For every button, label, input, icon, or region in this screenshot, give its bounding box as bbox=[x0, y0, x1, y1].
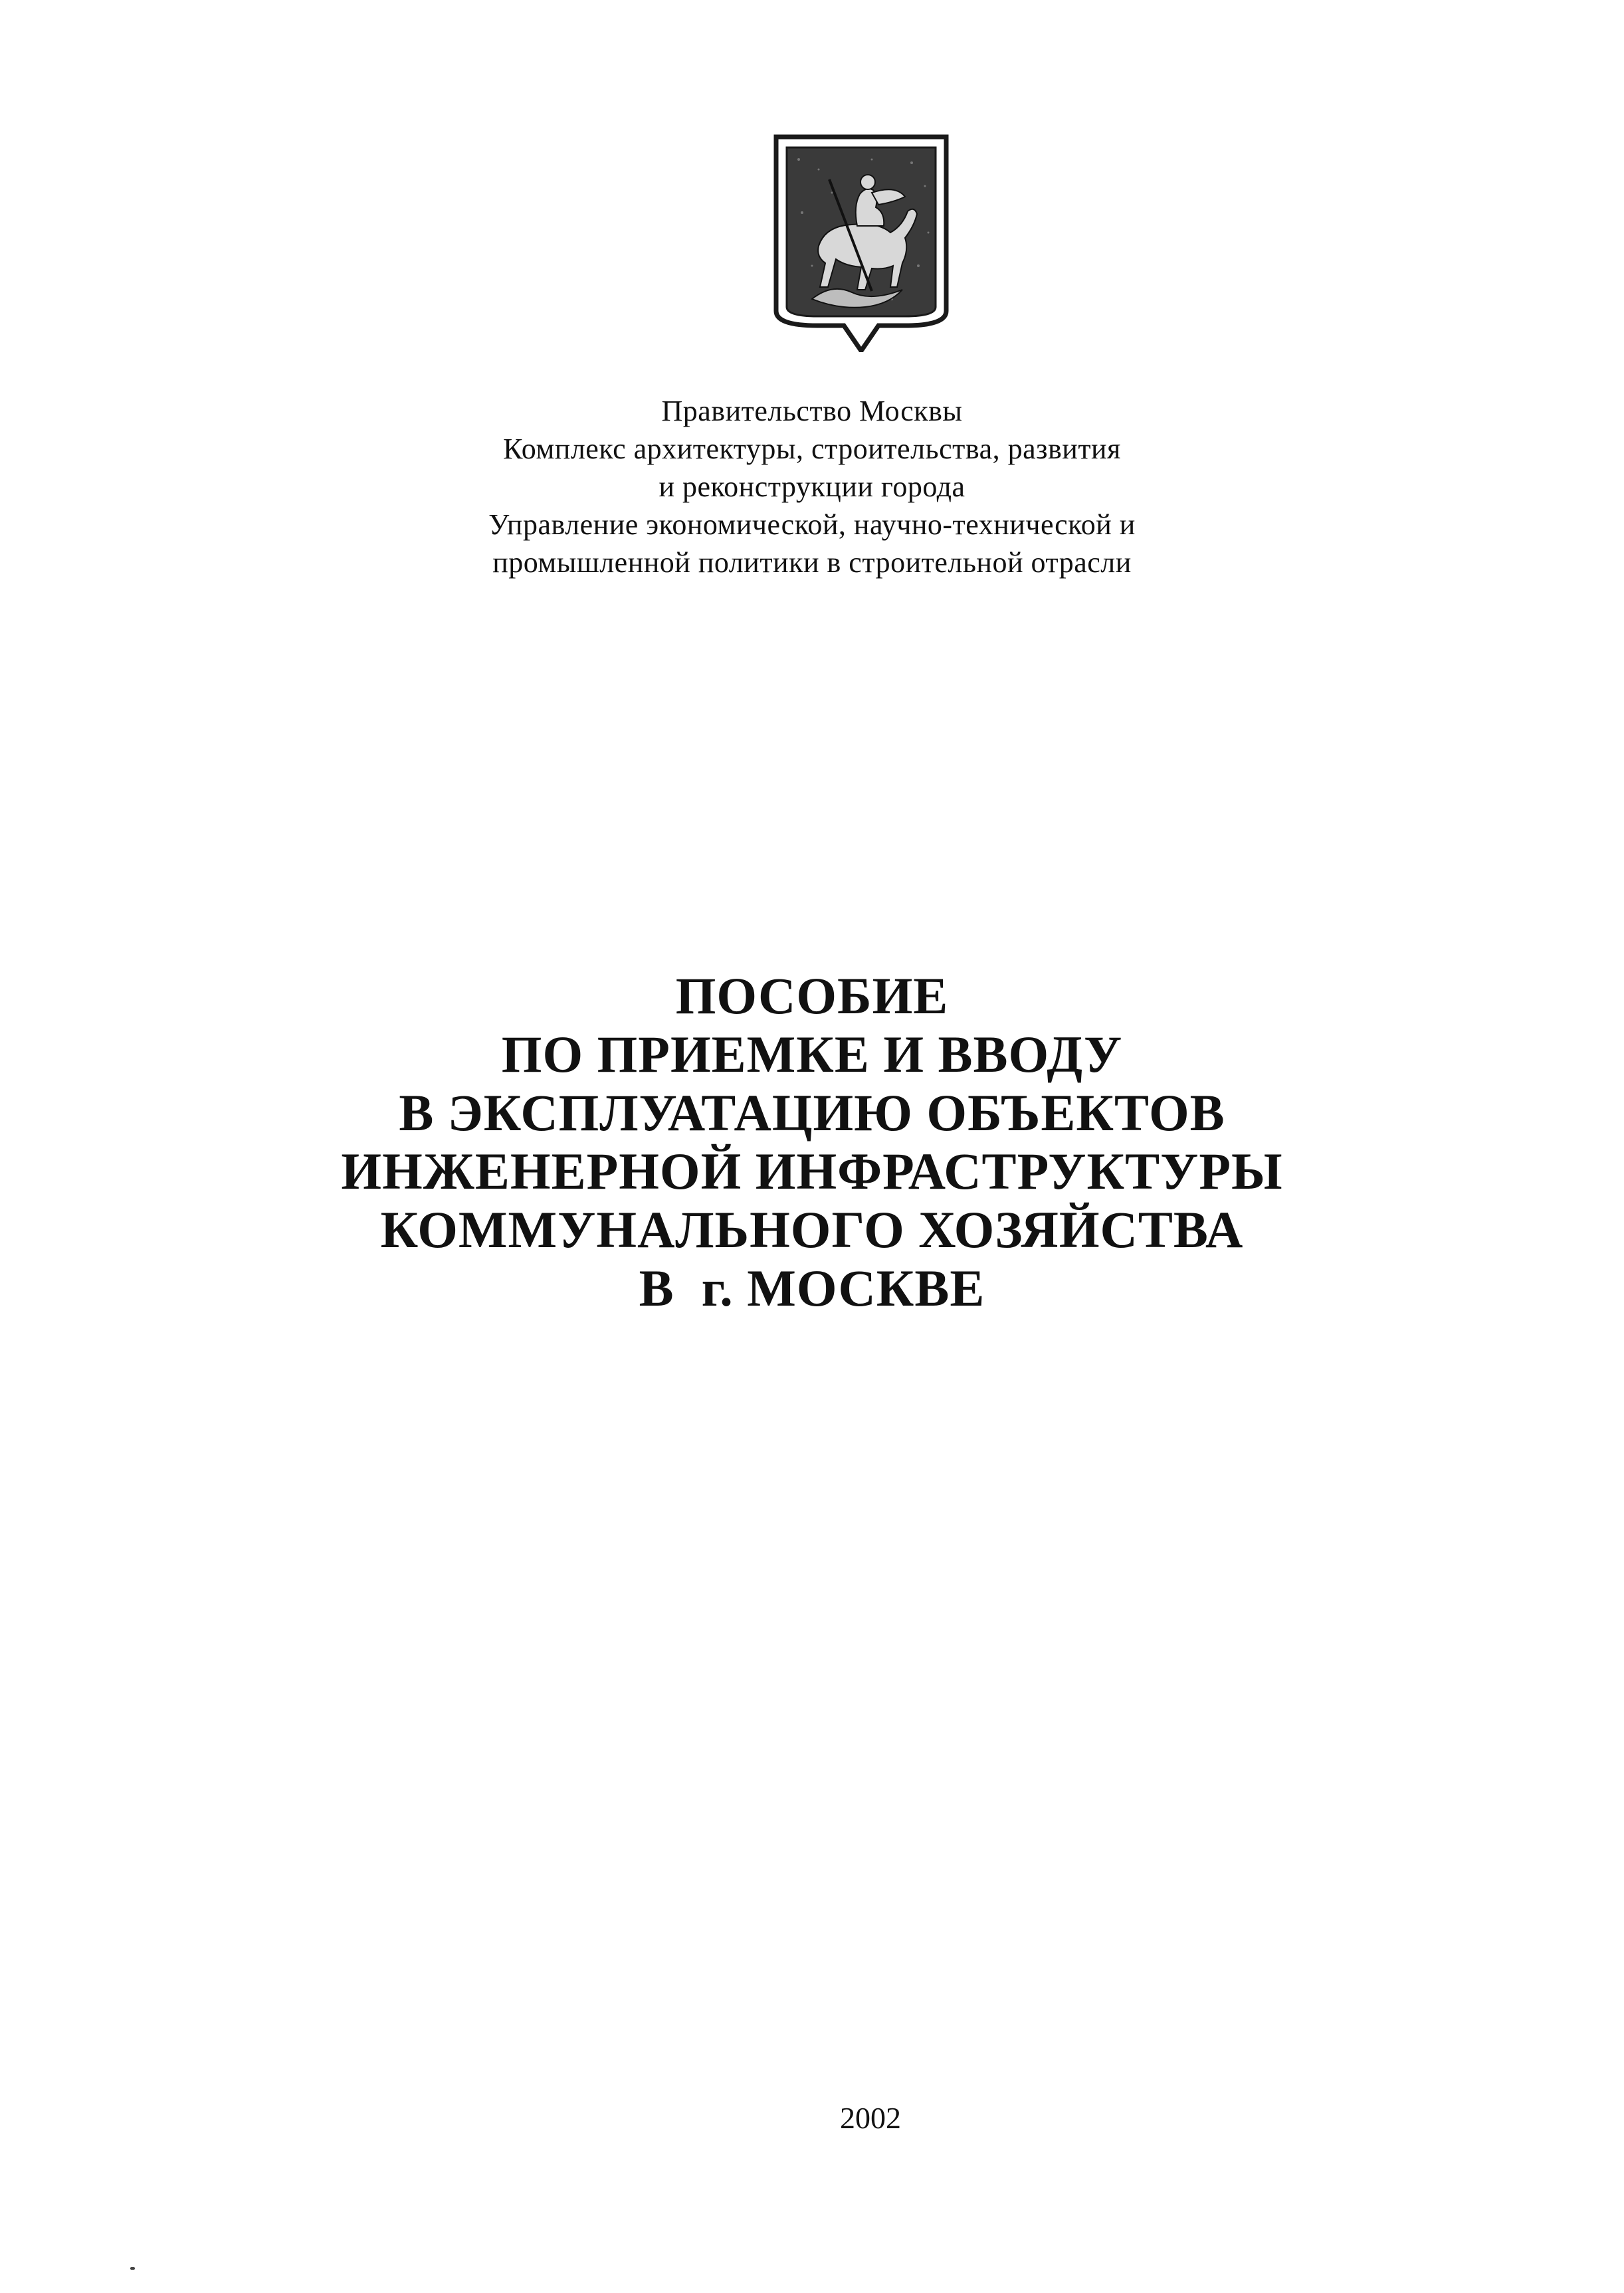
title-line-6: В г. МОСКВЕ bbox=[639, 1259, 985, 1317]
org-line-department: Управление экономической, научно-технической и bbox=[488, 508, 1136, 541]
title-line-1: ПОСОБИЕ bbox=[675, 967, 949, 1025]
title-line-3: В ЭКСПЛУАТАЦИЮ ОБЪЕКТОВ bbox=[399, 1084, 1225, 1142]
publication-year: 2002 bbox=[840, 2101, 901, 2135]
org-line-policy: промышленной политики в строительной отрасли bbox=[492, 546, 1132, 579]
organization-header bbox=[266, 392, 1358, 581]
org-line-government: Правительство Москвы bbox=[661, 395, 963, 427]
title-line-5: КОММУНАЛЬНОГО ХОЗЯЙСТВА bbox=[380, 1201, 1244, 1258]
document-title bbox=[199, 967, 1425, 1318]
org-line-complex: Комплекс архитектуры, строительства, развития bbox=[503, 433, 1121, 465]
scan-speck bbox=[130, 2267, 135, 2270]
coat-of-arms-emblem bbox=[772, 133, 950, 352]
title-line-4: ИНЖЕНЕРНОЙ ИНФРАСТРУКТУРЫ bbox=[341, 1142, 1283, 1200]
title-line-2: ПО ПРИЕМКЕ И ВВОДУ bbox=[501, 1025, 1123, 1083]
org-line-reconstruction: и реконструкции города bbox=[659, 470, 965, 503]
